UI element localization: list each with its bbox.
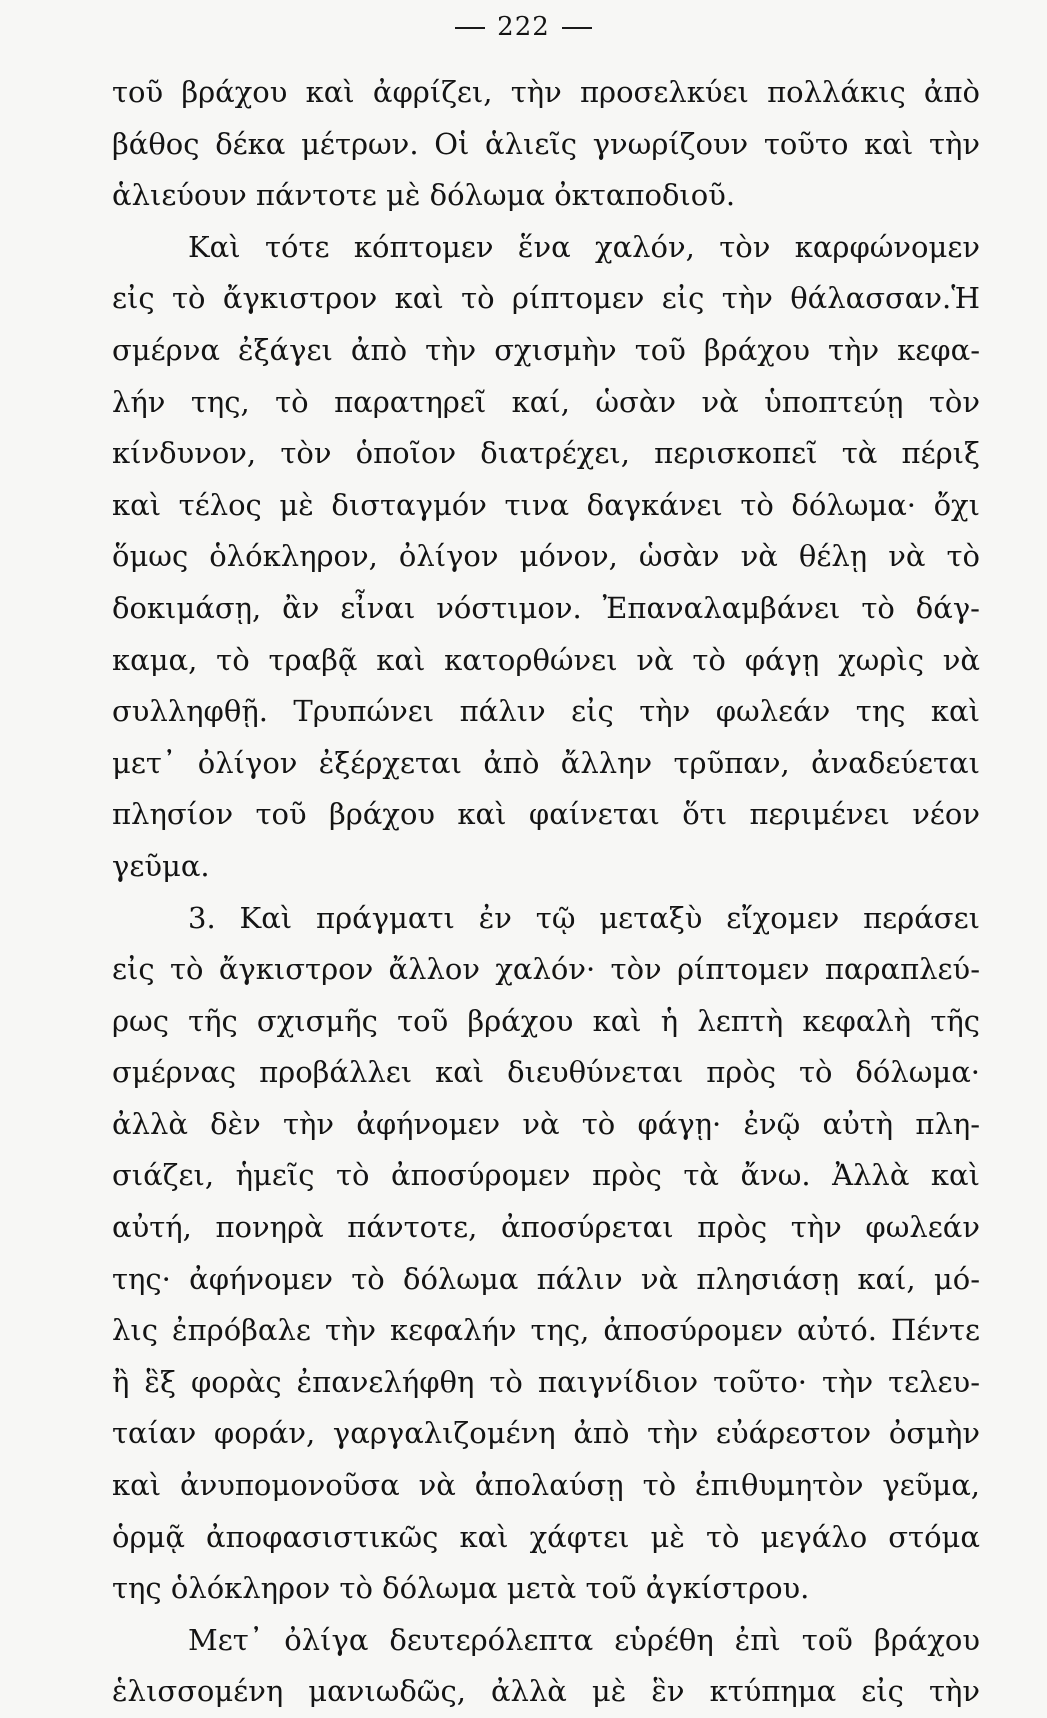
text-line: Μετ᾽ ὀλίγα δευτερόλεπτα εὑρέθη ἐπὶ τοῦ βράχου <box>188 1622 980 1657</box>
text-line: της· ἀφήνομεν τὸ δόλωμα πάλιν νὰ πλησιάσῃ καί, μό- <box>112 1261 980 1296</box>
text-line: γεῦμα. <box>112 848 210 883</box>
text-line: δοκιμάσῃ, ἂν εἶναι νόστιμον. Ἐπαναλαμβάνει τὸ δάγ- <box>112 590 980 625</box>
left-dash <box>455 27 485 29</box>
body-text <box>112 67 980 1718</box>
text-line: Καὶ τότε κόπτομεν ἕνα χαλόν, τὸν καρφώνομεν <box>188 229 980 264</box>
text-line: της ὁλόκληρον τὸ δόλωμα μετὰ τοῦ ἀγκίστρου. <box>112 1571 810 1606</box>
text-line: καὶ ἀνυπομονοῦσα νὰ ἀπολαύσῃ τὸ ἐπιθυμητὸν γεῦμα, <box>112 1468 980 1503</box>
text-line: ἑλισσομένη μανιωδῶς, ἀλλὰ μὲ ἓν κτύπημα εἰς τὴν <box>112 1674 980 1709</box>
text-line: καμα, τὸ τραβᾷ καὶ κατορθώνει νὰ τὸ φάγῃ χωρὶς νὰ <box>112 642 980 677</box>
text-line: ρως τῆς σχισμῆς τοῦ βράχου καὶ ἡ λεπτὴ κεφαλὴ τῆς <box>112 1003 980 1038</box>
text-line: πλησίον τοῦ βράχου καὶ φαίνεται ὅτι περιμένει νέον <box>112 797 980 832</box>
text-line: σιάζει, ἡμεῖς τὸ ἀποσύρομεν πρὸς τὰ ἄνω. Ἀλλὰ καὶ <box>112 1158 980 1193</box>
text-line: σμέρνας προβάλλει καὶ διευθύνεται πρὸς τὸ δόλωμα· <box>112 1055 980 1090</box>
text-line: 3. Καὶ πράγματι ἐν τῷ μεταξὺ εἴχομεν περάσει <box>188 900 980 935</box>
text-line: βάθος δέκα μέτρων. Οἱ ἁλιεῖς γνωρίζουν τοῦτο καὶ τὴν <box>112 126 980 161</box>
text-line: μετ᾽ ὀλίγον ἐξέρχεται ἀπὸ ἄλλην τρῦπαν, ἀναδεύεται <box>112 745 980 780</box>
text-line: σμέρνα ἐξάγει ἀπὸ τὴν σχισμὴν τοῦ βράχου τὴν κεφα- <box>112 332 980 367</box>
text-line: τοῦ βράχου καὶ ἀφρίζει, τὴν προσελκύει πολλάκις ἀπὸ <box>112 75 980 109</box>
text-line: ταίαν φοράν, γαργαλιζομένη ἀπὸ τὴν εὐάρεστον ὀσμὴν <box>112 1416 980 1451</box>
text-line: καὶ τέλος μὲ δισταγμόν τινα δαγκάνει τὸ δόλωμα· ὄχι <box>112 487 980 522</box>
text-line: λήν της, τὸ παρατηρεῖ καί, ὡσὰν νὰ ὑποπτεύῃ τὸν <box>112 384 980 419</box>
page-number <box>0 12 1047 42</box>
text-line: συλληφθῇ. Τρυπώνει πάλιν εἰς τὴν φωλεάν της καὶ <box>112 694 980 729</box>
text-line: λις ἐπρόβαλε τὴν κεφαλήν της, ἀποσύρομεν αὐτό. Πέντε <box>112 1313 980 1348</box>
text-line: ἢ ἓξ φορὰς ἐπανελήφθη τὸ παιγνίδιον τοῦτο· τὴν τελευ- <box>112 1364 980 1399</box>
text-line: ἁλιεύουν πάντοτε μὲ δόλωμα ὀκταποδιοῦ. <box>112 178 736 213</box>
text-line: εἰς τὸ ἄγκιστρον καὶ τὸ ρίπτομεν εἰς τὴν θάλασσαν.Ἡ <box>112 281 980 316</box>
text-line: κίνδυνον, τὸν ὁποῖον διατρέχει, περισκοπεῖ τὰ πέριξ <box>112 436 980 471</box>
text-line: ὁρμᾷ ἀποφασιστικῶς καὶ χάφτει μὲ τὸ μεγάλο στόμα <box>112 1519 980 1554</box>
text-line: εἰς τὸ ἄγκιστρον ἄλλον χαλόν· τὸν ρίπτομεν παραπλεύ- <box>112 952 980 987</box>
text-line: αὐτή, πονηρὰ πάντοτε, ἀποσύρεται πρὸς τὴν φωλεάν <box>112 1210 980 1245</box>
text-line: ὅμως ὁλόκληρον, ὀλίγον μόνον, ὡσὰν νὰ θέλῃ νὰ τὸ <box>112 539 980 574</box>
text-line: ἀλλὰ δὲν τὴν ἀφήνομεν νὰ τὸ φάγῃ· ἐνῷ αὐτὴ πλη- <box>112 1106 980 1141</box>
right-dash <box>562 27 592 29</box>
page-number-text: 222 <box>497 12 550 42</box>
